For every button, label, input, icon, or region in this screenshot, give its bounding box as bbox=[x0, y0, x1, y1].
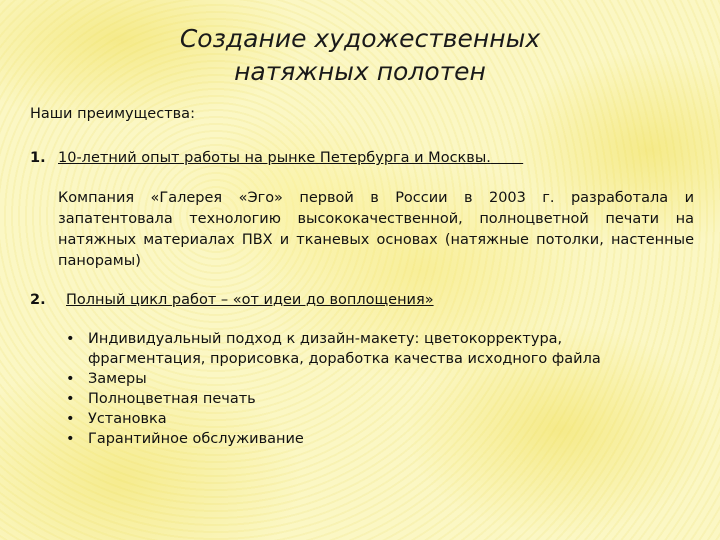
title-line-2: натяжных полотен bbox=[234, 57, 486, 86]
bullet-icon: • bbox=[66, 431, 75, 447]
list-item bbox=[66, 429, 648, 449]
list-item bbox=[66, 409, 648, 429]
list-item bbox=[66, 369, 648, 389]
bullet-icon: • bbox=[66, 331, 75, 347]
item-label: Полный цикл работ – «от идеи до воплощения» bbox=[66, 292, 434, 308]
bullet-icon: • bbox=[66, 411, 75, 427]
item-number: 1. bbox=[30, 150, 46, 166]
list-item bbox=[66, 389, 648, 409]
bullet-text: Полноцветная печать bbox=[88, 391, 256, 407]
bullet-icon: • bbox=[66, 371, 75, 387]
services-list bbox=[66, 329, 648, 449]
intro-heading: Наши преимущества: bbox=[30, 106, 195, 122]
bullet-text: Замеры bbox=[88, 371, 147, 387]
bullet-icon: • bbox=[66, 391, 75, 407]
bullet-text: Гарантийное обслуживание bbox=[88, 431, 304, 447]
slide-title bbox=[0, 22, 720, 88]
company-description: Компания «Галерея «Эго» первой в России в 2003 г. разработала и запатентовала технологию высококачественной, полноцветной печати на натяжных материалах ПВХ и тканевых основах (натяжные потолки, настенные панорамы) bbox=[58, 190, 694, 269]
underline-tail bbox=[491, 150, 523, 166]
list-item bbox=[66, 329, 648, 369]
bullet-text: Установка bbox=[88, 411, 167, 427]
item-label: 10-летний опыт работы на рынке Петербурга и Москвы. bbox=[58, 150, 491, 166]
bullet-text: Индивидуальный подход к дизайн-макету: цветокорректура, фрагментация, прорисовка, доработка качества исходного файла bbox=[88, 331, 601, 367]
item-number: 2. bbox=[30, 292, 46, 308]
title-line-1: Создание художественных bbox=[179, 24, 541, 53]
